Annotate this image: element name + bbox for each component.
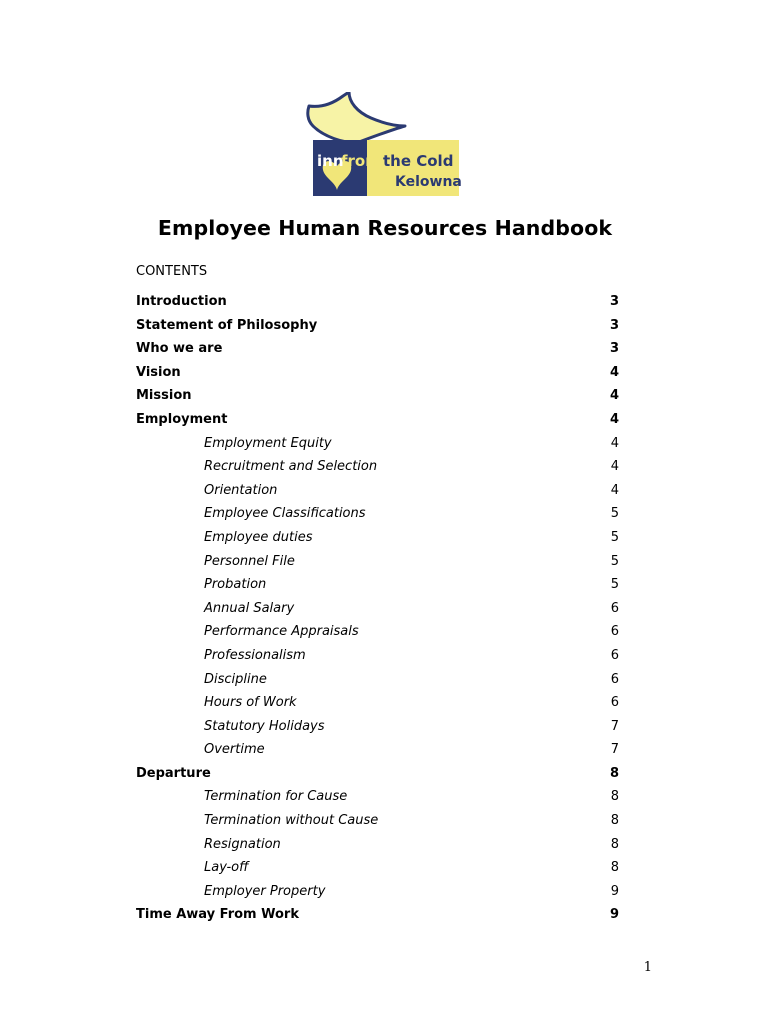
logo-word-inn: inn <box>317 152 344 170</box>
toc-entry-title: Probation <box>204 577 267 593</box>
toc-entry <box>0 622 770 646</box>
toc-entry-page: 4 <box>610 459 619 475</box>
toc-entry <box>0 882 770 906</box>
logo-word-from: from <box>341 152 381 170</box>
toc-entry-page: 4 <box>610 435 619 451</box>
toc-entry-page: 6 <box>610 671 619 687</box>
toc-entry-page: 5 <box>610 577 619 593</box>
toc-entry-page: 9 <box>610 883 619 899</box>
toc-entry-page: 6 <box>610 647 619 663</box>
toc-entry-title: Personnel File <box>204 553 295 569</box>
toc-entry-page: 5 <box>610 553 619 569</box>
toc-entry-page: 8 <box>610 860 619 876</box>
toc-entry <box>0 575 770 599</box>
toc-entry <box>0 292 770 316</box>
toc-entry-title: Annual Salary <box>204 600 295 616</box>
toc-entry <box>0 646 770 670</box>
toc-entry-title: Discipline <box>204 671 267 687</box>
toc-entry-page: 6 <box>610 624 619 640</box>
toc-entry-page: 5 <box>610 506 619 522</box>
toc-entry-title: Introduction <box>136 294 227 309</box>
organization-logo <box>305 92 463 198</box>
toc-entry-title: Overtime <box>204 742 265 758</box>
toc-entry-title: Statement of Philosophy <box>136 317 318 333</box>
toc-entry <box>0 717 770 741</box>
toc-entry <box>0 410 770 434</box>
page-number: 1 <box>643 960 652 975</box>
toc-entry-page: 8 <box>609 765 619 781</box>
toc-entry-title: Recruitment and Selection <box>204 459 378 475</box>
toc-entry <box>0 434 770 458</box>
toc-entry <box>0 481 770 505</box>
toc-entry-title: Who we are <box>136 341 223 357</box>
toc-entry-page: 7 <box>610 718 619 734</box>
toc-entry <box>0 787 770 811</box>
toc-entry-page: 4 <box>609 364 619 380</box>
toc-entry <box>0 599 770 623</box>
toc-entry <box>0 386 770 410</box>
toc-entry <box>0 764 770 788</box>
toc-entry-title: Orientation <box>204 482 278 498</box>
toc-entry <box>0 528 770 552</box>
toc-entry-page: 3 <box>609 317 619 333</box>
toc-entry-title: Statutory Holidays <box>204 718 325 734</box>
logo-roof-shape <box>308 92 405 142</box>
toc-entry-title: Resignation <box>204 836 281 852</box>
toc-entry-page: 9 <box>609 907 619 923</box>
toc-entry-title: Professionalism <box>204 647 306 663</box>
toc-entry-page: 6 <box>610 600 619 616</box>
toc-entry-title: Hours of Work <box>204 695 297 711</box>
toc-entry <box>0 811 770 835</box>
toc-entry-title: Termination without Cause <box>204 813 379 829</box>
toc-entry <box>0 339 770 363</box>
toc-entry <box>0 693 770 717</box>
contents-heading: CONTENTS <box>136 264 208 279</box>
toc-entry-title: Time Away From Work <box>136 907 299 923</box>
toc-entry-title: Employment <box>136 411 228 427</box>
toc-entry <box>0 740 770 764</box>
logo-word-kelowna: Kelowna <box>395 174 462 190</box>
toc-entry-page: 6 <box>610 695 619 711</box>
toc-entry-page: 4 <box>610 482 619 498</box>
toc-entry-title: Lay-off <box>204 860 249 876</box>
logo-graphic <box>305 92 463 198</box>
toc-entry-title: Employee Classifications <box>204 506 366 522</box>
toc-entry-page: 8 <box>610 789 619 805</box>
toc-entry <box>0 316 770 340</box>
toc-entry-title: Termination for Cause <box>204 789 348 805</box>
toc-entry-title: Employer Property <box>204 883 326 899</box>
logo-word-the-cold: the Cold <box>383 152 454 170</box>
toc-entry <box>0 363 770 387</box>
toc-entry <box>0 905 770 929</box>
toc-entry-title: Vision <box>136 364 181 380</box>
toc-entry-page: 8 <box>610 836 619 852</box>
toc-entry-title: Employee duties <box>204 529 313 545</box>
toc-entry-title: Employment Equity <box>204 435 332 451</box>
toc-entry-page: 5 <box>610 529 619 545</box>
toc-entry-title: Mission <box>136 388 192 404</box>
toc-entry-page: 8 <box>610 813 619 829</box>
document-title: Employee Human Resources Handbook <box>157 216 613 240</box>
toc-entry-page: 4 <box>609 388 619 404</box>
toc-entry <box>0 835 770 859</box>
toc-entry-page: 3 <box>609 341 619 357</box>
toc-entry <box>0 670 770 694</box>
toc-entry <box>0 552 770 576</box>
toc-entry-title: Performance Appraisals <box>204 624 359 640</box>
table-of-contents <box>0 292 770 929</box>
toc-entry-page: 3 <box>609 294 619 309</box>
toc-entry <box>0 504 770 528</box>
toc-entry <box>0 858 770 882</box>
toc-entry <box>0 457 770 481</box>
toc-entry-title: Departure <box>136 765 211 781</box>
toc-entry-page: 4 <box>609 411 619 427</box>
toc-entry-page: 7 <box>610 742 619 758</box>
